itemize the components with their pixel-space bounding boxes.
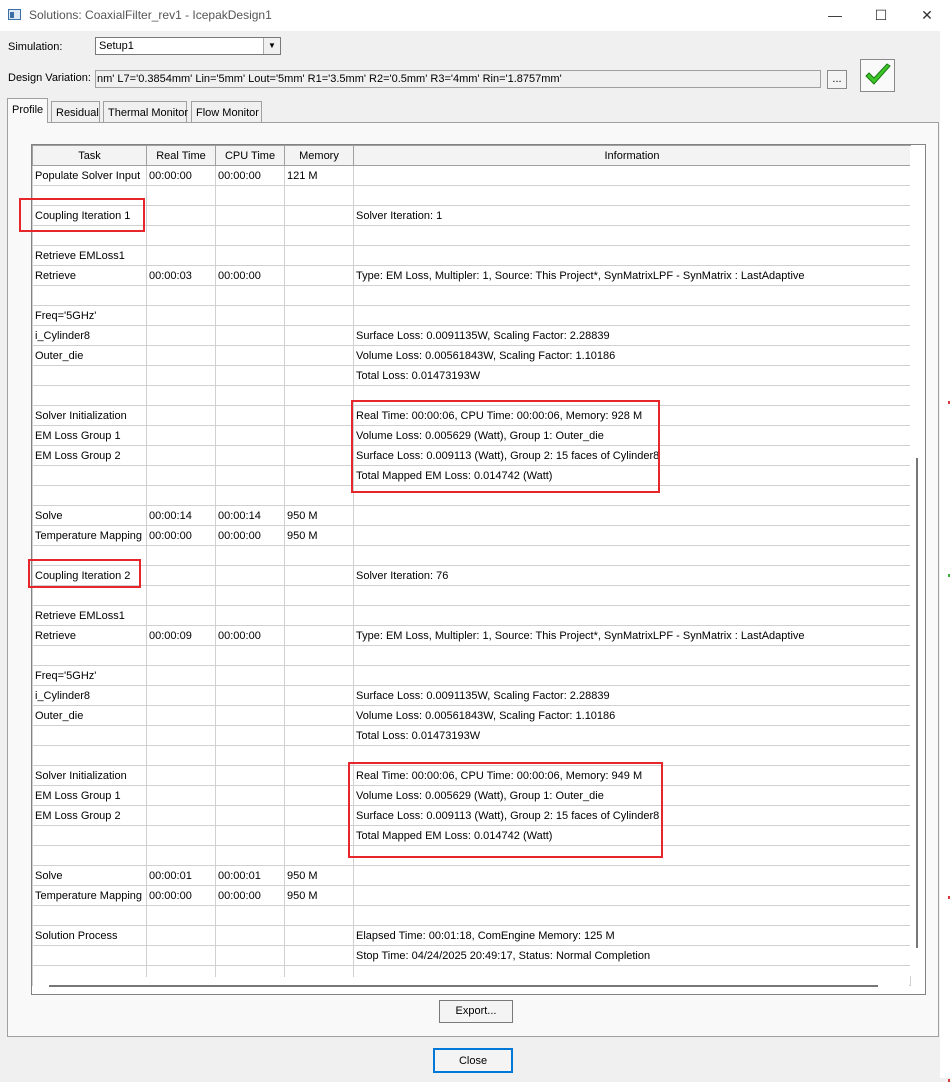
table-row[interactable] bbox=[33, 286, 911, 306]
table-row[interactable] bbox=[33, 266, 911, 286]
close-button[interactable]: Close bbox=[433, 1048, 513, 1073]
cell-information bbox=[354, 226, 911, 246]
table-row[interactable] bbox=[33, 246, 911, 266]
cell-real-time: 00:00:00 bbox=[147, 886, 216, 906]
cell-cpu-time bbox=[216, 306, 285, 326]
tab-thermal-monitor[interactable]: Thermal Monitor bbox=[103, 101, 187, 122]
cell-cpu-time bbox=[216, 246, 285, 266]
cell-real-time bbox=[147, 566, 216, 586]
cell-real-time bbox=[147, 926, 216, 946]
cell-cpu-time bbox=[216, 746, 285, 766]
cell-cpu-time: 00:00:00 bbox=[216, 266, 285, 286]
profile-table bbox=[32, 145, 911, 986]
cell-cpu-time bbox=[216, 326, 285, 346]
cell-real-time bbox=[147, 906, 216, 926]
tab-residual[interactable]: Residual bbox=[51, 101, 100, 122]
cell-real-time bbox=[147, 366, 216, 386]
cell-memory bbox=[285, 406, 354, 426]
cell-real-time bbox=[147, 206, 216, 226]
cell-real-time bbox=[147, 406, 216, 426]
cell-information: Total Mapped EM Loss: 0.014742 (Watt) bbox=[354, 466, 911, 486]
cell-information: Surface Loss: 0.009113 (Watt), Group 2: 15 faces of Cylinder8 bbox=[354, 446, 911, 466]
design-variation-field[interactable] bbox=[95, 70, 821, 88]
horizontal-scroll-thumb[interactable] bbox=[49, 985, 878, 987]
cell-task: Retrieve bbox=[33, 626, 147, 646]
cell-real-time bbox=[147, 426, 216, 446]
cell-real-time bbox=[147, 306, 216, 326]
cell-real-time bbox=[147, 786, 216, 806]
cell-task: EM Loss Group 1 bbox=[33, 426, 147, 446]
column-header-cpu-time[interactable]: CPU Time bbox=[216, 146, 285, 166]
table-row[interactable] bbox=[33, 886, 911, 906]
cell-real-time bbox=[147, 706, 216, 726]
cell-task: Temperature Mapping bbox=[33, 886, 147, 906]
cell-memory bbox=[285, 426, 354, 446]
design-variation-value: nm' L7='0.3854mm' Lin='5mm' Lout='5mm' R1='3.5mm' R2='0.5mm' R3='4mm' Rin='1.8757mm' bbox=[97, 73, 562, 85]
cell-cpu-time bbox=[216, 586, 285, 606]
cell-memory bbox=[285, 766, 354, 786]
cell-memory bbox=[285, 726, 354, 746]
highlight-em-loss-block-2 bbox=[348, 762, 663, 858]
cell-real-time bbox=[147, 186, 216, 206]
cell-cpu-time bbox=[216, 946, 285, 966]
cell-task: Solver Initialization bbox=[33, 406, 147, 426]
cell-task bbox=[33, 746, 147, 766]
cell-task: Coupling Iteration 2 bbox=[33, 566, 147, 586]
table-row[interactable] bbox=[33, 626, 911, 646]
cell-task: Freq='5GHz' bbox=[33, 666, 147, 686]
cell-information bbox=[354, 166, 911, 186]
cell-task: i_Cylinder8 bbox=[33, 326, 147, 346]
cell-real-time bbox=[147, 386, 216, 406]
cell-cpu-time bbox=[216, 706, 285, 726]
cell-task: Retrieve EMLoss1 bbox=[33, 606, 147, 626]
table-row[interactable] bbox=[33, 906, 911, 926]
cell-task bbox=[33, 846, 147, 866]
table-row[interactable] bbox=[33, 926, 911, 946]
cell-information: Surface Loss: 0.009113 (Watt), Group 2: 15 faces of Cylinder8 bbox=[354, 806, 911, 826]
cell-cpu-time bbox=[216, 386, 285, 406]
cell-cpu-time: 00:00:00 bbox=[216, 886, 285, 906]
cell-real-time bbox=[147, 666, 216, 686]
table-row[interactable] bbox=[33, 586, 911, 606]
cell-cpu-time bbox=[216, 806, 285, 826]
table-row[interactable] bbox=[33, 366, 911, 386]
cell-information bbox=[354, 186, 911, 206]
cell-real-time bbox=[147, 826, 216, 846]
cell-real-time bbox=[147, 606, 216, 626]
cell-memory bbox=[285, 386, 354, 406]
close-window-button[interactable]: ✕ bbox=[921, 7, 933, 23]
cell-memory bbox=[285, 686, 354, 706]
cell-information: Total Loss: 0.01473193W bbox=[354, 726, 911, 746]
title-bar bbox=[0, 0, 951, 31]
cell-cpu-time bbox=[216, 726, 285, 746]
cell-cpu-time: 00:00:14 bbox=[216, 506, 285, 526]
tab-profile[interactable]: Profile bbox=[7, 98, 48, 123]
cell-cpu-time bbox=[216, 926, 285, 946]
cell-task bbox=[33, 366, 147, 386]
cell-memory bbox=[285, 706, 354, 726]
app-icon bbox=[8, 9, 21, 20]
cell-real-time bbox=[147, 726, 216, 746]
cell-information: Total Mapped EM Loss: 0.014742 (Watt) bbox=[354, 826, 911, 846]
cell-memory bbox=[285, 266, 354, 286]
cell-cpu-time: 00:00:00 bbox=[216, 626, 285, 646]
cell-memory: 950 M bbox=[285, 886, 354, 906]
cell-task: Retrieve EMLoss1 bbox=[33, 246, 147, 266]
column-header-task[interactable]: Task bbox=[33, 146, 147, 166]
cell-cpu-time bbox=[216, 606, 285, 626]
cell-task bbox=[33, 386, 147, 406]
window-title: Solutions: CoaxialFilter_rev1 - IcepakDesign1 bbox=[29, 8, 272, 22]
cell-memory bbox=[285, 486, 354, 506]
cell-memory bbox=[285, 246, 354, 266]
cell-real-time bbox=[147, 746, 216, 766]
maximize-button[interactable]: ☐ bbox=[874, 7, 888, 23]
simulation-select[interactable] bbox=[95, 37, 281, 55]
cell-information bbox=[354, 526, 911, 546]
cell-real-time bbox=[147, 586, 216, 606]
cell-memory bbox=[285, 646, 354, 666]
cell-cpu-time bbox=[216, 206, 285, 226]
column-header-memory[interactable]: Memory bbox=[285, 146, 354, 166]
design-variation-label: Design Variation: bbox=[8, 72, 91, 84]
cell-task: Solution Process bbox=[33, 926, 147, 946]
cell-task: Solve bbox=[33, 506, 147, 526]
cell-cpu-time bbox=[216, 546, 285, 566]
cell-memory bbox=[285, 226, 354, 246]
cell-task: Outer_die bbox=[33, 346, 147, 366]
cell-information: Type: EM Loss, Multipler: 1, Source: This Project*, SynMatrixLPF - SynMatrix : LastAdaptive bbox=[354, 266, 911, 286]
cell-information: Real Time: 00:00:06, CPU Time: 00:00:06, Memory: 928 M bbox=[354, 406, 911, 426]
cell-real-time: 00:00:03 bbox=[147, 266, 216, 286]
horizontal-scrollbar[interactable] bbox=[33, 977, 909, 994]
cell-task bbox=[33, 286, 147, 306]
cell-real-time bbox=[147, 806, 216, 826]
table-row[interactable] bbox=[33, 686, 911, 706]
table-row[interactable] bbox=[33, 646, 911, 666]
tab-flow-monitor[interactable]: Flow Monitor bbox=[191, 101, 262, 122]
highlight-coupling-iteration-1 bbox=[19, 198, 145, 232]
cell-memory bbox=[285, 306, 354, 326]
cell-information bbox=[354, 906, 911, 926]
table-row[interactable] bbox=[33, 306, 911, 326]
cell-information bbox=[354, 586, 911, 606]
cell-cpu-time bbox=[216, 786, 285, 806]
cell-task: i_Cylinder8 bbox=[33, 686, 147, 706]
cell-real-time: 00:00:14 bbox=[147, 506, 216, 526]
cell-information: Stop Time: 04/24/2025 20:49:17, Status: Normal Completion bbox=[354, 946, 911, 966]
cell-task: Outer_die bbox=[33, 706, 147, 726]
cell-real-time bbox=[147, 846, 216, 866]
header-row bbox=[33, 146, 911, 166]
minimize-button[interactable]: — bbox=[828, 7, 842, 23]
simulation-label: Simulation: bbox=[8, 41, 63, 53]
cell-task bbox=[33, 466, 147, 486]
cell-task bbox=[33, 726, 147, 746]
cell-information bbox=[354, 506, 911, 526]
cell-memory bbox=[285, 186, 354, 206]
cell-information: Type: EM Loss, Multipler: 1, Source: This Project*, SynMatrixLPF - SynMatrix : LastAdaptive bbox=[354, 626, 911, 646]
browse-variation-button[interactable]: ... bbox=[827, 70, 847, 89]
cell-task: EM Loss Group 2 bbox=[33, 806, 147, 826]
cell-task: Populate Solver Input bbox=[33, 166, 147, 186]
cell-cpu-time bbox=[216, 406, 285, 426]
table-row[interactable] bbox=[33, 866, 911, 886]
cell-memory: 121 M bbox=[285, 166, 354, 186]
cell-memory bbox=[285, 206, 354, 226]
cell-cpu-time bbox=[216, 346, 285, 366]
cell-cpu-time bbox=[216, 846, 285, 866]
simulation-value: Setup1 bbox=[99, 40, 134, 52]
cell-real-time bbox=[147, 326, 216, 346]
table-row[interactable] bbox=[33, 186, 911, 206]
cell-memory bbox=[285, 326, 354, 346]
cell-information: Real Time: 00:00:06, CPU Time: 00:00:06, Memory: 949 M bbox=[354, 766, 911, 786]
cell-task: Retrieve bbox=[33, 266, 147, 286]
status-check-button[interactable] bbox=[860, 59, 895, 92]
column-header-real-time[interactable]: Real Time bbox=[147, 146, 216, 166]
cell-cpu-time bbox=[216, 466, 285, 486]
cell-information: Surface Loss: 0.0091135W, Scaling Factor: 2.28839 bbox=[354, 686, 911, 706]
cell-information bbox=[354, 646, 911, 666]
highlight-em-loss-block-1 bbox=[351, 400, 660, 493]
cell-cpu-time: 00:00:00 bbox=[216, 166, 285, 186]
cell-real-time bbox=[147, 546, 216, 566]
cell-real-time bbox=[147, 946, 216, 966]
table-row[interactable] bbox=[33, 346, 911, 366]
cell-memory bbox=[285, 906, 354, 926]
cell-real-time bbox=[147, 226, 216, 246]
cell-information: Volume Loss: 0.00561843W, Scaling Factor: 1.10186 bbox=[354, 706, 911, 726]
cell-memory bbox=[285, 446, 354, 466]
cell-information bbox=[354, 246, 911, 266]
cell-task: Freq='5GHz' bbox=[33, 306, 147, 326]
table-row[interactable] bbox=[33, 526, 911, 546]
checkmark-icon bbox=[861, 60, 894, 91]
table-row[interactable] bbox=[33, 726, 911, 746]
table-row[interactable] bbox=[33, 506, 911, 526]
cell-real-time bbox=[147, 486, 216, 506]
cell-information bbox=[354, 286, 911, 306]
cell-memory bbox=[285, 366, 354, 386]
cell-real-time: 00:00:09 bbox=[147, 626, 216, 646]
cell-information: Elapsed Time: 00:01:18, ComEngine Memory: 125 M bbox=[354, 926, 911, 946]
cell-memory: 950 M bbox=[285, 866, 354, 886]
cell-task: Solve bbox=[33, 866, 147, 886]
cell-task: EM Loss Group 1 bbox=[33, 786, 147, 806]
cell-information bbox=[354, 666, 911, 686]
cell-information: Volume Loss: 0.005629 (Watt), Group 1: Outer_die bbox=[354, 426, 911, 446]
cell-memory bbox=[285, 286, 354, 306]
cell-cpu-time bbox=[216, 486, 285, 506]
cell-memory bbox=[285, 346, 354, 366]
table-row[interactable] bbox=[33, 706, 911, 726]
profile-grid bbox=[31, 144, 926, 995]
cell-task bbox=[33, 906, 147, 926]
cell-memory bbox=[285, 806, 354, 826]
cell-memory bbox=[285, 666, 354, 686]
cell-task bbox=[33, 826, 147, 846]
table-row[interactable] bbox=[33, 326, 911, 346]
cell-memory bbox=[285, 546, 354, 566]
cell-task: EM Loss Group 2 bbox=[33, 446, 147, 466]
cell-task: Coupling Iteration 1 bbox=[33, 206, 147, 226]
cell-memory bbox=[285, 566, 354, 586]
table-row[interactable] bbox=[33, 946, 911, 966]
cell-cpu-time bbox=[216, 186, 285, 206]
cell-memory bbox=[285, 826, 354, 846]
highlight-coupling-iteration-2 bbox=[28, 559, 141, 588]
cell-cpu-time bbox=[216, 686, 285, 706]
cell-memory: 950 M bbox=[285, 526, 354, 546]
cell-task bbox=[33, 586, 147, 606]
cell-cpu-time bbox=[216, 446, 285, 466]
cell-cpu-time bbox=[216, 766, 285, 786]
cell-real-time bbox=[147, 346, 216, 366]
cell-information bbox=[354, 606, 911, 626]
cell-real-time: 00:00:00 bbox=[147, 166, 216, 186]
cell-memory bbox=[285, 746, 354, 766]
cell-memory bbox=[285, 586, 354, 606]
table-row[interactable] bbox=[33, 226, 911, 246]
cell-task bbox=[33, 646, 147, 666]
cell-information: Surface Loss: 0.0091135W, Scaling Factor: 2.28839 bbox=[354, 326, 911, 346]
cell-information: Total Loss: 0.01473193W bbox=[354, 366, 911, 386]
table-row[interactable] bbox=[33, 546, 911, 566]
cell-information: Solver Iteration: 1 bbox=[354, 206, 911, 226]
chevron-down-icon[interactable]: ▼ bbox=[263, 38, 280, 54]
cell-real-time bbox=[147, 286, 216, 306]
table-row[interactable] bbox=[33, 666, 911, 686]
export-button[interactable]: Export... bbox=[439, 1000, 513, 1023]
cell-real-time bbox=[147, 246, 216, 266]
cell-memory bbox=[285, 606, 354, 626]
cell-memory bbox=[285, 786, 354, 806]
cell-cpu-time bbox=[216, 366, 285, 386]
cell-information bbox=[354, 546, 911, 566]
cell-information bbox=[354, 306, 911, 326]
cell-memory: 950 M bbox=[285, 506, 354, 526]
vertical-scroll-thumb[interactable] bbox=[916, 458, 918, 948]
cell-task: Solver Initialization bbox=[33, 766, 147, 786]
cell-information bbox=[354, 866, 911, 886]
cell-cpu-time bbox=[216, 286, 285, 306]
cell-information: Solver Iteration: 76 bbox=[354, 566, 911, 586]
cell-real-time bbox=[147, 686, 216, 706]
cell-real-time bbox=[147, 446, 216, 466]
cell-cpu-time bbox=[216, 826, 285, 846]
cell-task bbox=[33, 486, 147, 506]
cell-real-time: 00:00:01 bbox=[147, 866, 216, 886]
table-row[interactable] bbox=[33, 566, 911, 586]
cell-information: Volume Loss: 0.005629 (Watt), Group 1: Outer_die bbox=[354, 786, 911, 806]
cell-real-time bbox=[147, 646, 216, 666]
cell-real-time: 00:00:00 bbox=[147, 526, 216, 546]
cell-memory bbox=[285, 626, 354, 646]
table-row[interactable] bbox=[33, 206, 911, 226]
cell-task: Temperature Mapping bbox=[33, 526, 147, 546]
cell-task bbox=[33, 946, 147, 966]
cell-memory bbox=[285, 946, 354, 966]
cell-information bbox=[354, 886, 911, 906]
cell-cpu-time bbox=[216, 906, 285, 926]
cell-cpu-time bbox=[216, 566, 285, 586]
cell-cpu-time bbox=[216, 226, 285, 246]
cell-information: Volume Loss: 0.00561843W, Scaling Factor: 1.10186 bbox=[354, 346, 911, 366]
cell-cpu-time bbox=[216, 666, 285, 686]
background-window-edge bbox=[940, 31, 951, 1078]
cell-memory bbox=[285, 466, 354, 486]
cell-real-time bbox=[147, 766, 216, 786]
table-row[interactable] bbox=[33, 166, 911, 186]
table-row[interactable] bbox=[33, 606, 911, 626]
cell-memory bbox=[285, 846, 354, 866]
cell-cpu-time bbox=[216, 646, 285, 666]
cell-cpu-time: 00:00:00 bbox=[216, 526, 285, 546]
column-header-information[interactable]: Information bbox=[354, 146, 911, 166]
cell-memory bbox=[285, 926, 354, 946]
cell-cpu-time: 00:00:01 bbox=[216, 866, 285, 886]
vertical-scrollbar[interactable] bbox=[910, 146, 925, 976]
cell-real-time bbox=[147, 466, 216, 486]
cell-cpu-time bbox=[216, 426, 285, 446]
